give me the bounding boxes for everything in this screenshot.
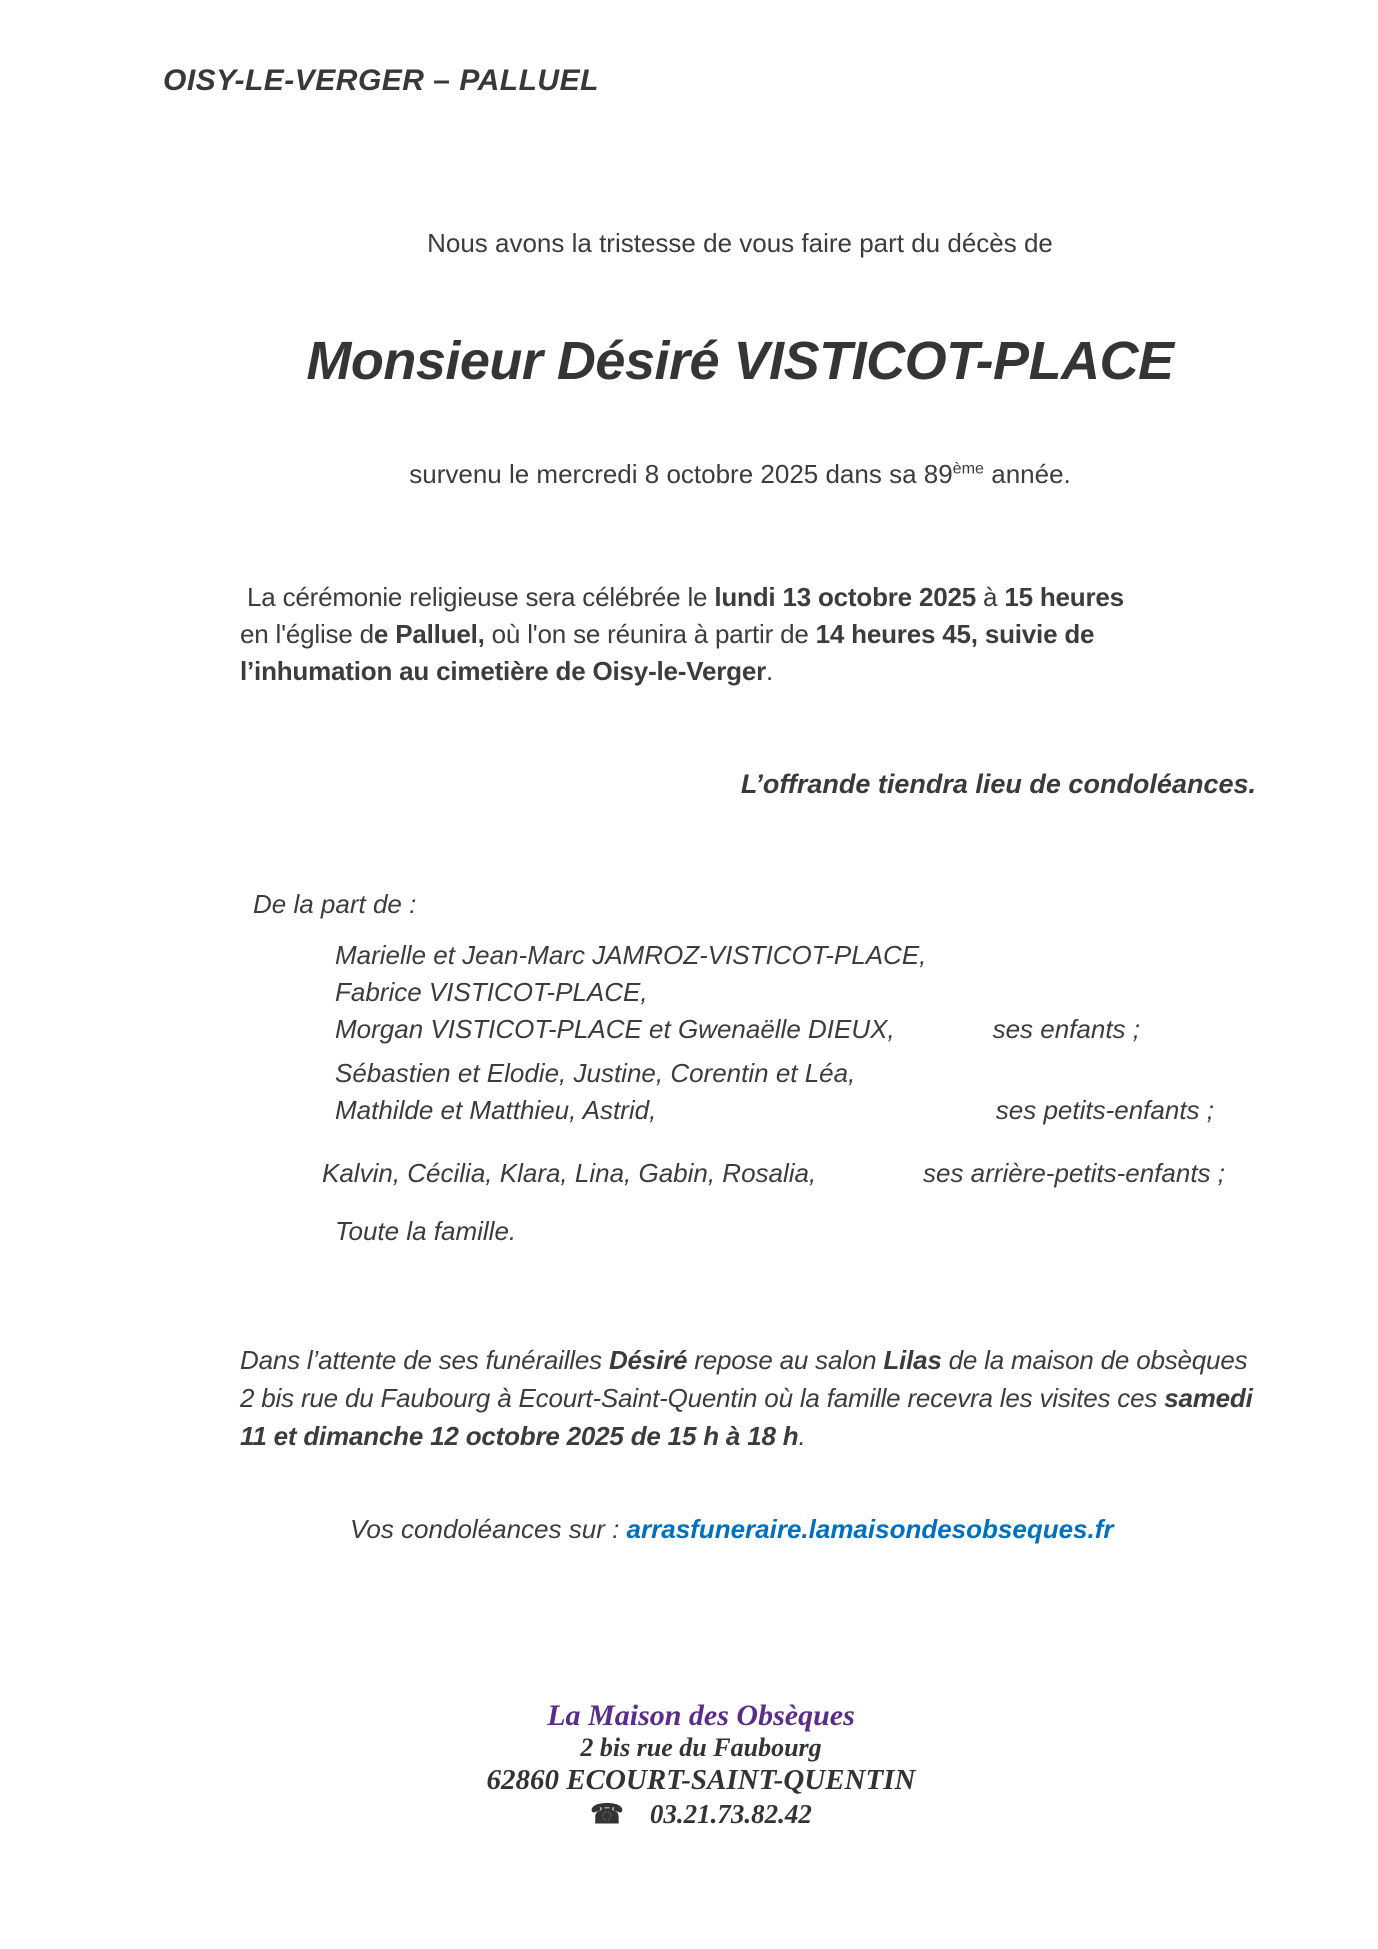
text-run: l’inhumation au cimetière de Oisy-le-Verger bbox=[240, 656, 767, 686]
repose-paragraph bbox=[240, 1341, 1254, 1455]
text-run: e Palluel, bbox=[373, 619, 485, 649]
phone-number: 03.21.73.82.42 bbox=[649, 1799, 812, 1829]
text-run: Lilas bbox=[883, 1345, 942, 1375]
text-run: 15 heures bbox=[1004, 582, 1124, 612]
death-date-line bbox=[100, 459, 1378, 490]
text-run: Vos condoléances sur : bbox=[350, 1514, 627, 1544]
text-run: Désiré bbox=[608, 1345, 688, 1375]
text-run: repose au salon bbox=[687, 1345, 884, 1375]
funeral-home-street: 2 bis rue du Faubourg bbox=[580, 1733, 822, 1762]
text-run: samedi bbox=[1164, 1383, 1253, 1413]
funeral-home-footer bbox=[0, 1698, 1378, 1831]
offering-notice: L’offrande tiendra lieu de condoléances. bbox=[740, 769, 1256, 799]
text-run: 11 et dimanche 12 octobre 2025 de 15 h à 18 h bbox=[240, 1421, 799, 1451]
text-run: à bbox=[976, 582, 1005, 612]
text-run: où l'on se réunira à partir de bbox=[484, 619, 816, 649]
family-closing: Toute la famille. bbox=[335, 1216, 517, 1246]
family-names-line: Mathilde et Matthieu, Astrid, bbox=[335, 1095, 657, 1125]
telephone-icon: ☎ bbox=[590, 1799, 624, 1829]
text-run: survenu le mercredi 8 octobre 2025 dans sa 89 bbox=[409, 459, 953, 489]
text-run: année. bbox=[984, 459, 1071, 489]
text-run: Dans l’attente de ses funérailles bbox=[240, 1345, 609, 1375]
text-run: La cérémonie religieuse sera célébrée le bbox=[240, 582, 715, 612]
family-names-line: Morgan VISTICOT-PLACE et Gwenaëlle DIEUX, bbox=[335, 1014, 895, 1044]
funeral-home-phone-line bbox=[24, 1797, 1378, 1831]
text-run: lundi 13 octobre 2025 bbox=[714, 582, 976, 612]
family-relation-label: ses petits-enfants ; bbox=[995, 1095, 1214, 1125]
text-run: ème bbox=[952, 459, 985, 478]
family-relation-label: ses enfants ; bbox=[992, 1014, 1140, 1044]
text-run: 14 heures 45, suivie de bbox=[815, 619, 1102, 649]
family-names-line: Kalvin, Cécilia, Klara, Lina, Gabin, Rosalia, bbox=[322, 1158, 817, 1188]
family-names-line: Sébastien et Elodie, Justine, Corentin et Léa, bbox=[335, 1058, 856, 1088]
text-run: 2 bis rue du Faubourg à Ecourt-Saint-Quentin où la famille recevra les visites ces bbox=[240, 1383, 1165, 1413]
text-run: . bbox=[766, 656, 774, 686]
condolences-line bbox=[350, 1514, 1114, 1545]
family-group-children bbox=[335, 937, 1378, 1048]
funeral-home-city: 62860 ECOURT-SAINT-QUENTIN bbox=[486, 1764, 916, 1796]
family-relation-label: ses arrière-petits-enfants ; bbox=[922, 1158, 1225, 1188]
text-run: de la maison de obsèques bbox=[941, 1345, 1255, 1375]
family-intro: De la part de : bbox=[253, 889, 417, 919]
text-run: en l'église d bbox=[240, 619, 374, 649]
condolences-link[interactable]: arrasfuneraire.lamaisondesobseques.fr bbox=[626, 1514, 1114, 1544]
family-group-grandchildren bbox=[335, 1055, 1378, 1129]
family-names-line: Marielle et Jean-Marc JAMROZ-VISTICOT-PLACE, bbox=[335, 940, 927, 970]
funeral-home-name: La Maison des Obsèques bbox=[547, 1699, 855, 1732]
family-names-line: Fabrice VISTICOT-PLACE, bbox=[335, 977, 648, 1007]
deceased-name-title: Monsieur Désiré VISTICOT-PLACE bbox=[306, 331, 1174, 391]
ceremony-paragraph bbox=[240, 579, 1124, 690]
text-run: . bbox=[798, 1421, 806, 1451]
family-group-great-grandchildren bbox=[322, 1155, 1378, 1192]
announcement-intro: Nous avons la tristesse de vous faire part du décès de bbox=[427, 228, 1053, 258]
communes-header: OISY-LE-VERGER – PALLUEL bbox=[163, 64, 599, 97]
